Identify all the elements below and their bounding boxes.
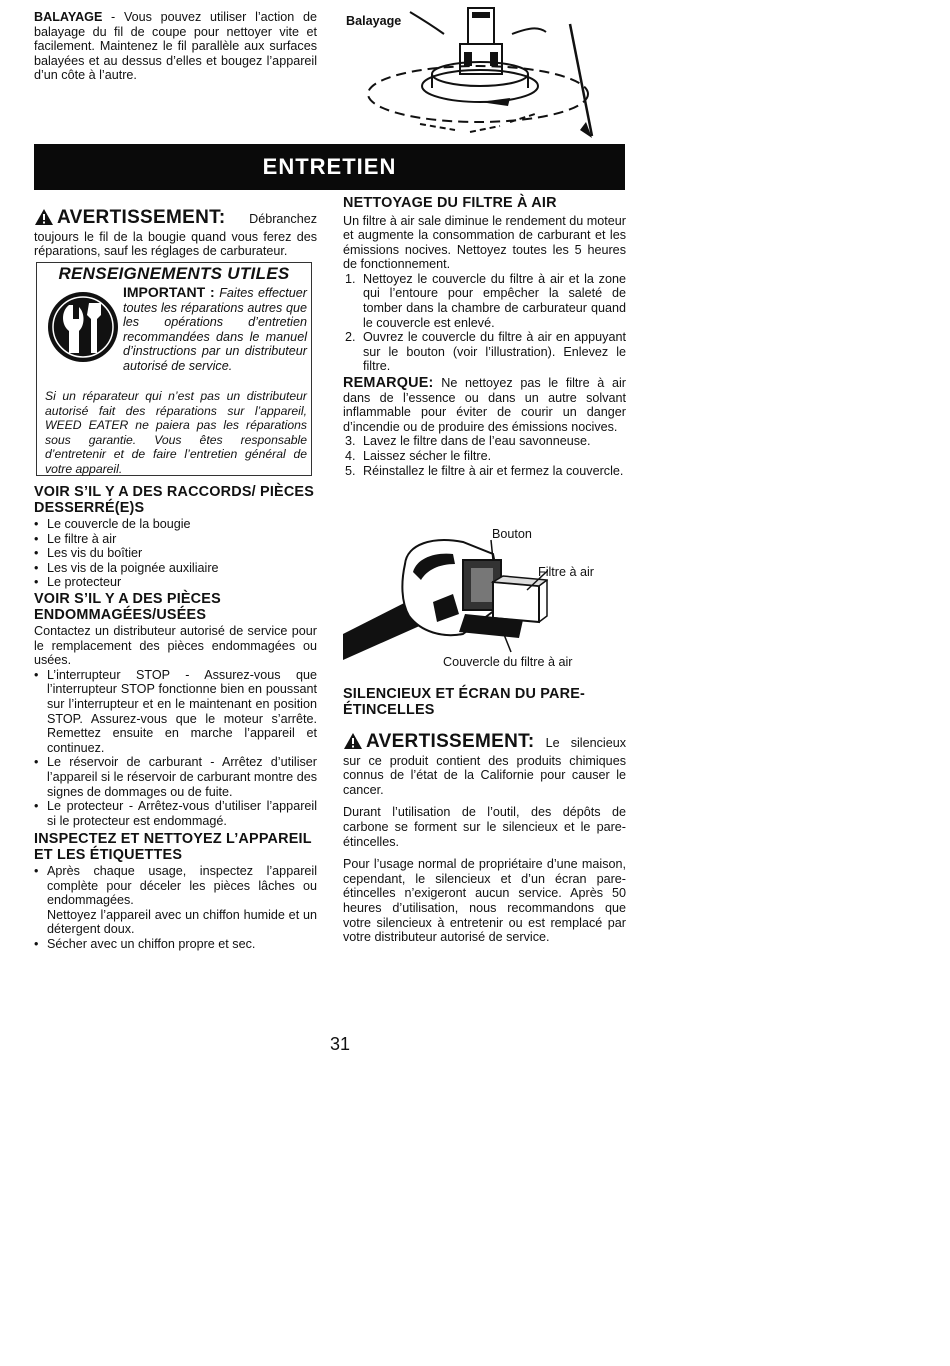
balayage-figure-label: Balayage xyxy=(346,14,402,28)
info-box-title: RENSEIGNEMENTS UTILES xyxy=(58,264,290,283)
filtre-intro: Un filtre à air sale diminue le rendement du moteur et augmente la consommation de carburant et les émissions nocives. Nettoyez toutes les 5 heures de fonctionnement. xyxy=(343,213,626,272)
air-filter-illustration xyxy=(343,524,548,664)
raccords-list xyxy=(34,517,317,590)
filtre-steps-a xyxy=(343,272,626,374)
info-box-body: Si un réparateur qui n’est pas un distributeur autorisé fait des réparations sur l’appareil, WEED EATER ne paiera pas les réparations sous garantie. Vous êtes responsable d’entretenir et de faire l’entretien général de votre appareil. xyxy=(45,389,307,476)
filtre-title: NETTOYAGE DU FILTRE À AIR xyxy=(343,195,557,211)
filtre-steps-b xyxy=(343,434,626,478)
list-item: • Le filtre à air xyxy=(34,532,317,547)
important-text: Faites effectuer toutes les réparations autres que les opérations d’entretien recommandées dans le manuel d’instructions par un distributeur autorisé de service. xyxy=(123,286,307,373)
list-item xyxy=(34,864,317,937)
warning-icon xyxy=(343,732,363,754)
balayage-term: BALAYAGE xyxy=(34,10,103,24)
list-item: • Le protecteur xyxy=(34,575,317,590)
important-label: IMPORTANT : xyxy=(123,284,215,300)
silencieux-p2: Pour l’usage normal de propriétaire d’une maison, cependant, le silencieux et d’un écran pare-étincelles n’exigeront aucun service. Après 50 heures d’utilisation, nous recommandons que votre silencieux à entretenir ou est remplacé par votre distributeur autorisé de service. xyxy=(343,857,626,945)
list-item: • Le protecteur - Arrêtez-vous d’utiliser l’appareil si le protecteur est endommagé. xyxy=(34,799,317,828)
section-silencieux xyxy=(343,687,626,945)
warning-title: AVERTISSEMENT: xyxy=(366,731,535,752)
silencieux-p1: Durant l’utilisation de l’outil, des dépôts de carbone se forment sur le silencieux et le pare-étincelles. xyxy=(343,805,626,849)
endommagees-intro: Contactez un distributeur autorisé de service pour le remplacement des pièces endommagées ou usées. xyxy=(34,624,317,668)
inspectez-item1-cont: Nettoyez l’appareil avec un chiffon humide et un détergent doux. xyxy=(47,907,317,937)
section-raccords xyxy=(34,485,317,590)
list-item: • L’interrupteur STOP - Assurez-vous que l’interrupteur STOP fonctionne bien en poussant sur l’interrupteur et en le maintenant en position STOP. Assurez-vous que le moteur s’arrête. Remettez ensuite en marche l’appareil et continuez. xyxy=(34,668,317,756)
section-inspectez xyxy=(34,832,317,952)
raccords-title: VOIR S’IL Y A DES RACCORDS/ PIÈCES DESSERRÉ(E)S xyxy=(34,484,315,516)
endommagees-list xyxy=(34,668,317,829)
section-filtre xyxy=(343,196,626,478)
balayage-text: - Vous pouvez utiliser l’action de balayage du fil de coupe pour nettoyer vite et facilement. Maintenez le fil parallèle aux surfaces balayées et au dessus d’elles et bougez l’appareil d’un côte à l’autre. xyxy=(34,10,317,83)
warning-title: AVERTISSEMENT: xyxy=(57,207,226,228)
list-item: • Le couvercle de la bougie xyxy=(34,517,317,532)
list-item: 2. Ouvrez le couvercle du filtre à air en appuyant sur le bouton (voir l’illustration). Enlevez le filtre. xyxy=(345,330,626,374)
warning-text: Le silencieux sur ce produit contient des produits chimiques connus de l’état de la Californie pour causer le cancer. xyxy=(343,736,626,797)
warning-disconnect xyxy=(34,208,317,259)
info-box xyxy=(36,262,312,476)
remarque-label: REMARQUE: xyxy=(343,375,434,392)
list-item: • Sécher avec un chiffon propre et sec. xyxy=(34,937,317,952)
remarque-text: Ne nettoyez pas le filtre à air dans de l’essence ou dans un autre solvant inflammable pour éviter de courir un danger d’incendie ou de produire des émissions nocives. xyxy=(343,376,626,434)
endommagees-title: VOIR S’IL Y A DES PIÈCES ENDOMMAGÉES/USÉES xyxy=(34,591,221,623)
page-number: 31 xyxy=(329,1034,351,1054)
inspectez-list xyxy=(34,864,317,952)
inspectez-item1: Après chaque usage, inspectez l’appareil complète pour déceler les pièces lâches ou endommagées. xyxy=(47,864,317,908)
list-item: 5. Réinstallez le filtre à air et fermez la couvercle. xyxy=(345,463,624,478)
wrench-icon xyxy=(45,285,121,371)
banner-title: ENTRETIEN xyxy=(262,154,397,179)
warning-silencieux xyxy=(343,732,626,797)
label-couvercle: Couvercle du filtre à air xyxy=(443,655,573,669)
entretien-banner xyxy=(34,144,625,190)
list-item: • Le réservoir de carburant - Arrêtez d’utiliser l’appareil si le réservoir de carburant montre des signes de dommages ou de fuite. xyxy=(34,755,317,799)
warning-icon xyxy=(34,208,54,230)
filtre-remarque xyxy=(343,376,626,434)
balayage-paragraph xyxy=(34,10,317,83)
list-item: • Les vis de la poignée auxiliaire xyxy=(34,561,317,576)
list-item: • Les vis du boîtier xyxy=(34,546,317,561)
section-endommagees xyxy=(34,592,317,828)
balayage-illustration xyxy=(360,4,605,140)
list-item: 1. Nettoyez le couvercle du filtre à air et la zone qui l’entoure pour empêcher la saleté de tomber dans la chambre de carburateur quand le couvercle est enlevé. xyxy=(345,271,626,330)
warning-text: Débranchez toujours le fil de la bougie quand vous ferez des réparations, sauf les réglages de carburateur. xyxy=(34,212,317,259)
list-item: 4. Laissez sécher le filtre. xyxy=(345,449,492,463)
important-note xyxy=(123,285,307,374)
inspectez-title: INSPECTEZ ET NETTOYEZ L’APPAREIL ET LES ÉTIQUETTES xyxy=(34,831,312,863)
label-filtre-air: Filtre à air xyxy=(538,565,594,579)
label-bouton: Bouton xyxy=(492,527,532,541)
list-item: 3. Lavez le filtre dans de l’eau savonneuse. xyxy=(345,434,591,449)
silencieux-title: SILENCIEUX ET ÉCRAN DU PARE-ÉTINCELLES xyxy=(343,686,585,718)
